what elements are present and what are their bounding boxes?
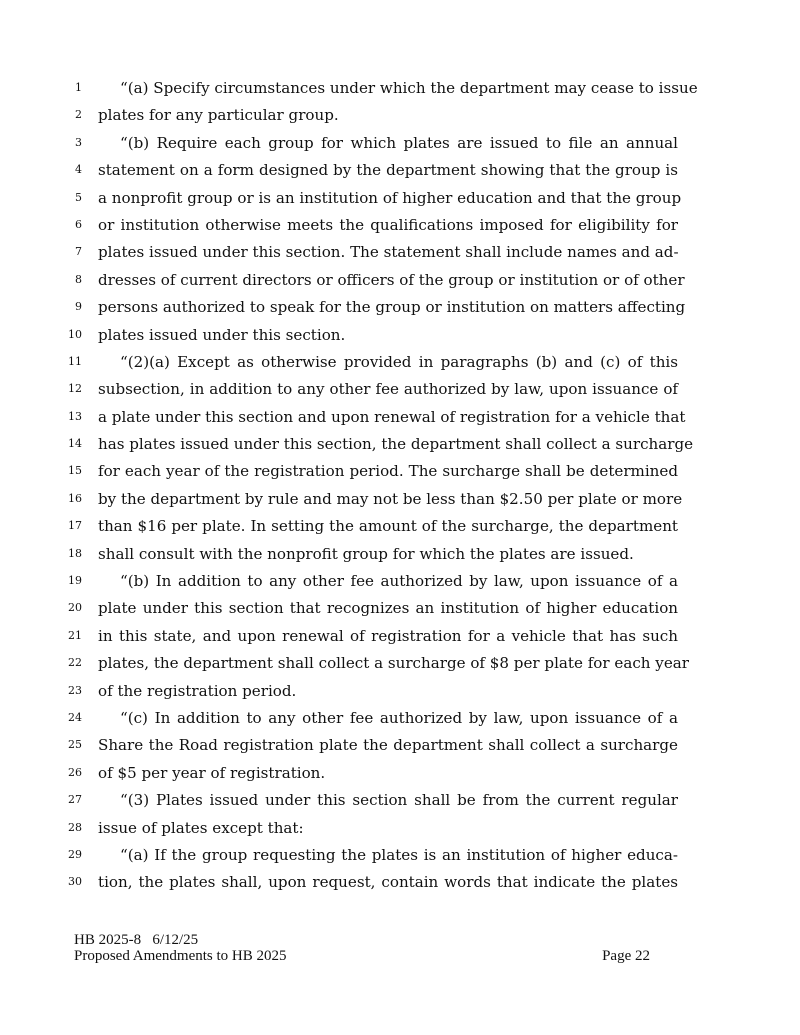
document-line [0, 760, 800, 787]
line-number: 9 [75, 300, 82, 314]
line-number: 26 [68, 765, 82, 779]
line-text: dresses of current directors or officers of the group or institution or of other [98, 270, 685, 289]
document-line [0, 486, 800, 513]
line-number: 10 [68, 327, 82, 341]
line-number: 20 [68, 601, 82, 615]
line-text: subsection, in addition to any other fee authorized by law, upon issuance of [98, 380, 678, 399]
line-text: or institution otherwise meets the qualifications imposed for eligibility for [98, 215, 678, 234]
document-line [0, 267, 800, 294]
document-line [0, 102, 800, 129]
line-number: 25 [68, 738, 82, 752]
document-line [0, 376, 800, 403]
document-line [0, 842, 800, 869]
line-number: 24 [68, 710, 82, 724]
document-line [0, 75, 800, 102]
footer-page-number: Page 22 [602, 948, 650, 964]
line-number: 12 [68, 382, 82, 396]
document-line [0, 705, 800, 732]
document-line [0, 650, 800, 677]
line-text: plates issued under this section. [98, 325, 346, 344]
line-text: than $16 per plate. In setting the amount of the surcharge, the department [98, 517, 678, 536]
line-number: 16 [68, 491, 82, 505]
line-text: of the registration period. [98, 681, 297, 700]
line-number: 1 [75, 81, 82, 94]
line-text: plate under this section that recognizes an institution of higher education [98, 599, 678, 618]
line-number: 4 [75, 163, 82, 177]
line-number: 13 [68, 409, 82, 423]
document-line [0, 349, 800, 376]
footer-bill-info [74, 932, 198, 948]
document-line [0, 322, 800, 349]
line-number: 8 [75, 272, 82, 286]
document-line [0, 541, 800, 568]
line-number: 11 [68, 354, 82, 368]
document-line [0, 294, 800, 321]
line-number: 7 [75, 245, 82, 259]
line-number: 6 [75, 217, 82, 231]
document-line [0, 513, 800, 540]
line-number: 19 [68, 574, 82, 588]
line-text: by the department by rule and may not be less than $2.50 per plate or more [98, 489, 683, 508]
line-text: plates, the department shall collect a surcharge of $8 per plate for each year [98, 654, 689, 673]
document-line [0, 815, 800, 842]
line-number: 18 [68, 546, 82, 560]
line-text: tion, the plates shall, upon request, contain words that indicate the plates [98, 873, 678, 892]
line-text: Share the Road registration plate the department shall collect a surcharge [98, 736, 678, 755]
line-text: plates for any particular group. [98, 106, 339, 125]
document-line [0, 404, 800, 431]
document-line [0, 458, 800, 485]
document-line [0, 568, 800, 595]
line-number: 27 [68, 793, 82, 807]
line-number: 14 [68, 437, 82, 451]
line-text: “(a) Specify circumstances under which the department may cease to issue [120, 79, 698, 97]
line-number: 15 [68, 464, 82, 478]
line-text: plates issued under this section. The statement shall include names and ad- [98, 243, 679, 262]
line-text: “(2)(a) Except as otherwise provided in paragraphs (b) and (c) of this [120, 352, 678, 371]
footer-bill-id: HB 2025-8 [74, 932, 142, 948]
line-number: 3 [75, 135, 82, 149]
line-number: 21 [68, 628, 82, 642]
line-text: “(a) If the group requesting the plates is an institution of higher educa- [120, 845, 678, 864]
line-text: for each year of the registration period. The surcharge shall be determined [98, 462, 678, 481]
document-line [0, 623, 800, 650]
footer-title: Proposed Amendments to HB 2025 [74, 948, 287, 964]
line-number: 30 [68, 875, 82, 889]
document-line [0, 869, 800, 896]
document-line [0, 130, 800, 157]
document-line [0, 431, 800, 458]
line-number: 17 [68, 519, 82, 533]
line-text: persons authorized to speak for the group or institution on matters affecting [98, 298, 686, 317]
line-number: 22 [68, 656, 82, 670]
document-body [0, 75, 800, 897]
document-line [0, 185, 800, 212]
line-text: “(b) In addition to any other fee authorized by law, upon issuance of a [120, 572, 678, 591]
line-number: 23 [68, 683, 82, 697]
line-text: of $5 per year of registration. [98, 763, 326, 782]
line-text: “(b) Require each group for which plates are issued to file an annual [120, 133, 678, 152]
document-line [0, 787, 800, 814]
line-text: statement on a form designed by the department showing that the group is [98, 161, 678, 180]
document-line [0, 732, 800, 759]
line-text: shall consult with the nonprofit group for which the plates are issued. [98, 544, 634, 563]
line-text: a nonprofit group or is an institution of higher education and that the group [98, 188, 682, 207]
line-number: 2 [75, 108, 82, 122]
line-text: has plates issued under this section, the department shall collect a surcharge [98, 435, 694, 454]
line-text: “(3) Plates issued under this section shall be from the current regular [120, 791, 678, 810]
document-line [0, 595, 800, 622]
line-text: issue of plates except that: [98, 818, 304, 837]
line-text: “(c) In addition to any other fee authorized by law, upon issuance of a [120, 708, 678, 727]
line-text: in this state, and upon renewal of registration for a vehicle that has such [98, 626, 678, 645]
line-number: 28 [68, 820, 82, 834]
line-number: 29 [68, 847, 82, 861]
document-line [0, 239, 800, 266]
footer-date: 6/12/25 [152, 932, 199, 948]
line-text: a plate under this section and upon renewal of registration for a vehicle that [98, 407, 686, 426]
document-line [0, 678, 800, 705]
page-footer [74, 932, 650, 964]
document-line [0, 212, 800, 239]
document-line [0, 157, 800, 184]
line-number: 5 [75, 190, 82, 204]
